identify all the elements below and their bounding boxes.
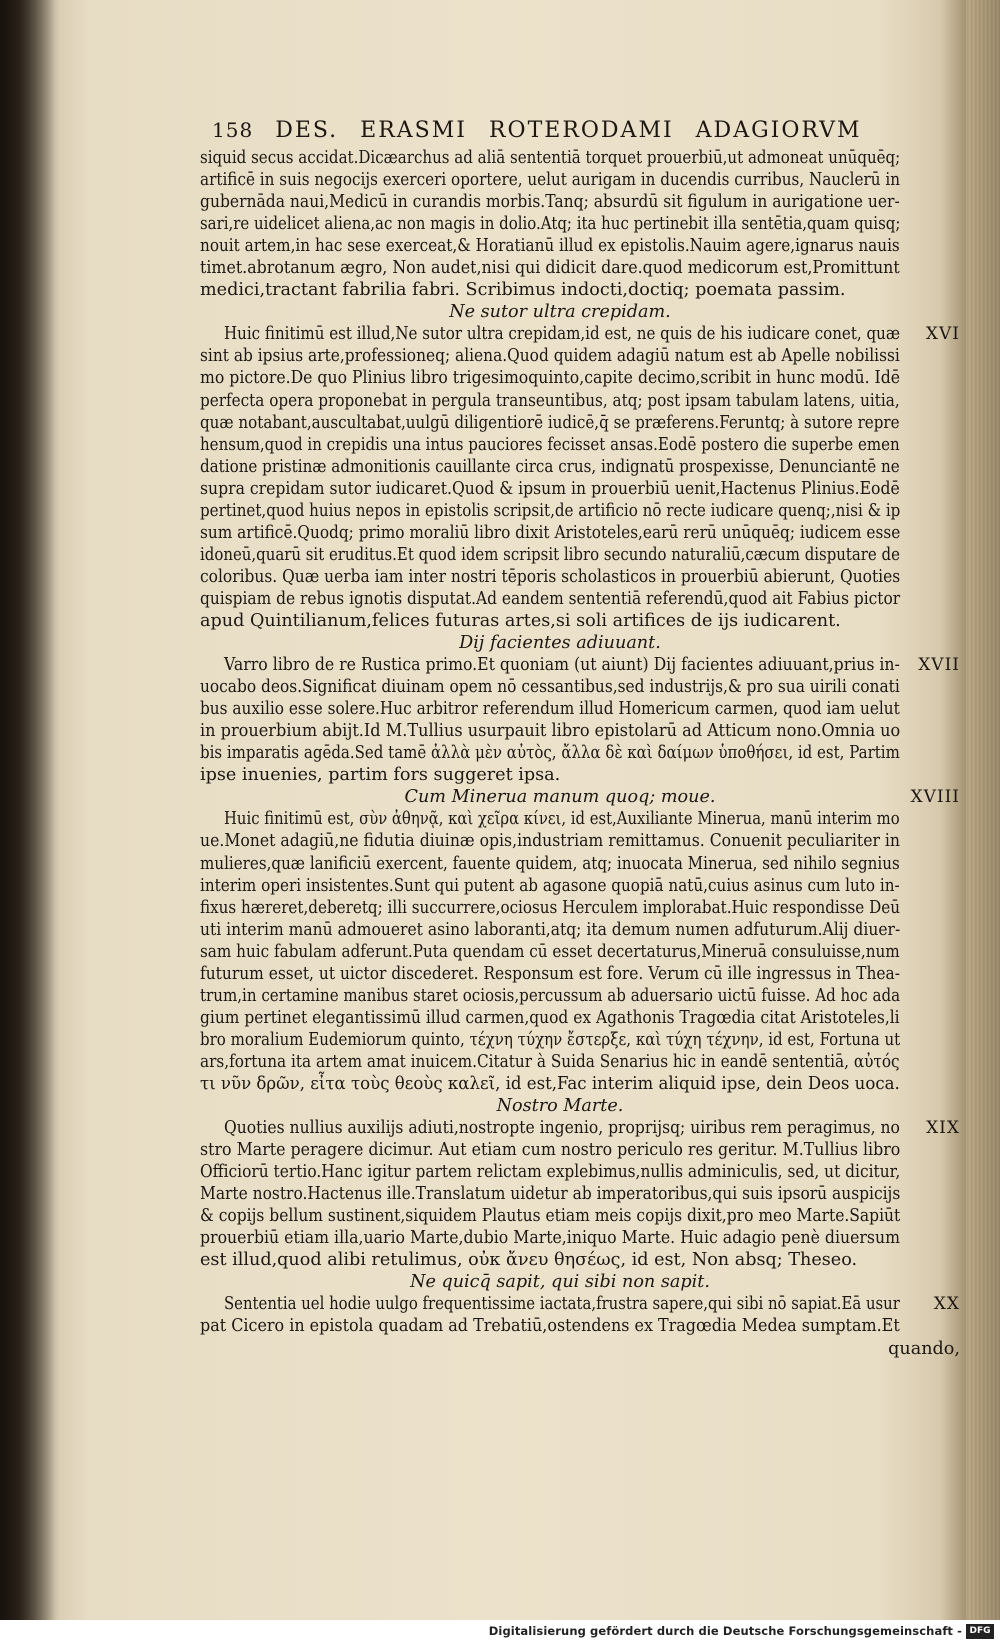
line-text: timet.abrotanum ægro, Non audet,nisi qui didicit dare.quod medicorum est,Promittunt [200, 258, 900, 279]
text-line [200, 963, 960, 985]
text-line [200, 323, 960, 345]
text-line [200, 1293, 960, 1315]
text-line [200, 1007, 960, 1029]
line-text: trum,in certamine manibus staret ociosis,percussum ab aduersario uictū fuisse. Ad hoc ada [200, 985, 901, 1006]
text-line [200, 257, 960, 279]
line-text: ipse inuenies, partim fors suggeret ipsa. [200, 765, 561, 786]
line-text: artificē in suis negocijs exerceri oportere, uelut aurigam in ducendis curribus, Nauclerū in [200, 170, 901, 191]
line-text: τι νῦν δρῶν, εἶτα τοὺς θεοὺς καλεῖ, id est,Fac interim aliquid ipse, dein Deos uoca. [200, 1073, 900, 1094]
line-text: in prouerbium abijt.Id M.Tullius usurpauit libro epistolarū ad Atticum nono.Omnia uo [200, 721, 901, 742]
line-text: gium pertinet elegantissimū illud carmen,quod ex Agathonis Tragœdia citat Aristoteles,li [200, 1007, 900, 1028]
text-line [200, 853, 960, 875]
adage-title: Ne quicq̄ sapit, qui sibi non sapit. [410, 1272, 710, 1293]
adage-number: XIX [926, 1118, 960, 1139]
line-text: uti interim manū admoueret asino laboranti,atq; ita demum numen adfuturum.Alij diuer- [200, 919, 901, 940]
text-line [200, 169, 960, 191]
text-line [200, 235, 960, 257]
line-text: Sententia uel hodie uulgo frequentissime iactata,frustra sapere,qui sibi nō sapiat.Eā usur [224, 1294, 900, 1315]
adage-number: XVIII [910, 787, 960, 808]
text-line [200, 654, 960, 676]
folio-number: 158 [212, 118, 254, 142]
running-head-word: DES. [275, 118, 339, 143]
line-text: apud Quintilianum,felices futuras artes,si soli artifices de ijs iudicarent. [200, 610, 841, 631]
line-text: uocabo deos.Significat diuinam opem nō cessantibus,sed industrijs,& pro sua uirili conati [200, 677, 900, 698]
text-line [200, 478, 960, 500]
line-text: fixus hæreret,deberetq; illi succurrere,ociosus Herculem implorabat.Huic respondisse Deū [200, 897, 900, 918]
running-head-word: ROTERODAMI [488, 118, 674, 143]
text-line [200, 345, 960, 367]
adage-title: Cum Minerua manum quoq; moue. [404, 787, 716, 808]
text-line [200, 456, 960, 478]
running-head-word: ERASMI [360, 118, 467, 143]
line-text: mo pictore.De quo Plinius libro trigesimoquinto,capite decimo,scribit in hunc modū. Idē [200, 368, 901, 389]
text-line [200, 830, 960, 852]
text-line [200, 191, 960, 213]
line-text: quando, [888, 1338, 960, 1359]
text-line [200, 1183, 960, 1205]
line-text: supra crepidam sutor iudicaret.Quod & ipsum in prouerbiū uenit,Hactenus Plinius.Eodē [200, 478, 900, 499]
adage-heading [200, 301, 960, 323]
text-line [200, 390, 960, 412]
line-text: coloribus. Quæ uerba iam inter nostri tēporis scholasticos in prouerbiū abierunt, Quoties [200, 566, 901, 587]
line-text: Huic finitimū est, σὺν ἀθηνᾷ, καὶ χεῖρα κίνει, id est,Auxiliante Minerua, manū interim mo [224, 809, 900, 830]
gutter-shadow [0, 0, 60, 1620]
funding-credit: Digitalisierung gefördert durch die Deutsche Forschungsgemeinschaft - [488, 1624, 962, 1638]
line-text: prouerbiū etiam illa,uario Marte,dubio Marte,iniquo Marte. Huic adagio penè diuersum [200, 1228, 900, 1249]
text-line [200, 500, 960, 522]
text-line [200, 610, 960, 632]
text-line [200, 1227, 960, 1249]
line-text: sint ab ipsius arte,professioneq; aliena.Quod quidem adagiū natum est ab Apelle nobilissi [200, 346, 900, 367]
text-line [200, 1205, 960, 1227]
line-text: bus auxilio esse solere.Huc arbitror referendum illud Homericum carmen, quod iam uelut [200, 699, 900, 720]
line-text: Varro libro de re Rustica primo.Et quoniam (ut aiunt) Dij facientes adiuuant,prius in- [224, 655, 900, 676]
line-text: sum artificē.Quodq; primo moraliū libro dixit Aristoteles,earū rerū unūquēq; iudicem esse [200, 522, 901, 543]
text-line [200, 1338, 960, 1360]
line-text: sari,re uidelicet aliena,ac non magis in dolio.Atq; ita huc pertinebit illa sentētia,quam quisq; [200, 214, 901, 235]
line-text: Huic finitimū est illud,Ne sutor ultra crepidam,id est, ne quis de his iudicare conet, quæ [224, 324, 901, 345]
text-line [200, 1051, 960, 1073]
text-line [200, 544, 960, 566]
line-text: medici,tractant fabrilia fabri. Scribimus indocti,doctiq; poemata passim. [200, 280, 846, 301]
text-line [200, 919, 960, 941]
adage-heading [200, 632, 960, 654]
text-line [200, 434, 960, 456]
dfg-logo: DFG [966, 1624, 994, 1639]
adage-title: Nostro Marte. [496, 1096, 624, 1117]
text-line [200, 1161, 960, 1183]
line-text: quispiam de rebus ignotis disputat.Ad eandem sententiā referendū,quod ait Fabius pictor [200, 588, 901, 609]
line-text: datione pristinæ admonitionis cauillante circa crus, indignatū prospexisse, Denunciantē ne [200, 456, 900, 477]
line-text: est illud,quod alibi retulimus, οὐκ ἄνευ θησέως, id est, Non absq; Theseo. [200, 1250, 858, 1271]
line-text: pat Cicero in epistola quadam ad Trebatiū,ostendens ex Tragœdia Medea sumptam.Et [200, 1316, 900, 1337]
adage-number: XVII [918, 655, 960, 676]
line-text: futurum esset, ut uictor discederet. Responsum est fore. Verum cū ille ingressus in Thea- [200, 963, 900, 984]
line-text: Officiorū tertio.Hanc igitur partem relictam explebimus,nullis adminiculis, sed, ut dicitur, [200, 1162, 901, 1183]
printed-page [200, 118, 960, 1408]
text-line [200, 941, 960, 963]
text-line [200, 213, 960, 235]
line-text: perfecta opera proponebat in pergula transeuntibus, atq; post ipsam tabulam latens, uitia, [200, 390, 900, 411]
running-head-word: ADAGIORVM [695, 118, 862, 143]
text-line [200, 985, 960, 1007]
text-line [200, 1117, 960, 1139]
line-text: gubernāda naui,Medicū in curandis morbis.Tanq; absurdū sit figulum in aurigatione uer- [200, 192, 900, 213]
text-line [200, 1073, 960, 1095]
running-head [212, 118, 960, 143]
line-text: Marte nostro.Hactenus ille.Translatum uidetur ab imperatoribus,qui suis ipsorū auspicijs [200, 1184, 901, 1205]
text-line [200, 279, 960, 301]
line-text: sam huic fabulam adferunt.Puta quendam cū esset decertaturus,Mineruā consuluisse,num [200, 941, 900, 962]
text-line [200, 588, 960, 610]
line-text: idoneū,quarū sit eruditus.Et quod idem scripsit libro secundo naturaliū,cæcum disputare de [200, 544, 900, 565]
text-line [200, 742, 960, 764]
text-line [200, 897, 960, 919]
line-text: mulieres,quæ lanificiū exercent, fauente quidem, atq; inuocata Minerua, sed nihilo segnius [200, 853, 900, 874]
body-text [200, 147, 960, 1360]
line-text: siquid secus accidat.Dicæarchus ad aliā sententiā torquet prouerbiū,ut admoneat unūquēq; [200, 148, 901, 168]
text-line [200, 1315, 960, 1337]
adage-number: XVI [925, 324, 960, 345]
line-text: interim operi insistentes.Sunt qui putent ab agasone quopiā natū,cuius asinus cum luto in- [200, 875, 900, 896]
text-line [200, 808, 960, 830]
text-line [200, 147, 960, 169]
line-text: stro Marte peragere dicimur. Aut etiam cum nostro periculo res geritur. M.Tullius libro [200, 1140, 901, 1161]
text-line [200, 522, 960, 544]
text-line [200, 698, 960, 720]
line-text: quæ notabant,auscultabat,uulgū diligentiorē iudicē,q̄ se præferens.Feruntq; à sutore repre [200, 412, 900, 433]
text-line [200, 875, 960, 897]
adage-number: XX [933, 1294, 960, 1315]
adage-heading [200, 1271, 960, 1293]
line-text: bis imparatis agēda.Sed tamē ἀλλὰ μὲν αὐτὸς, ἄλλα δὲ καὶ δαίμων ὑποθήσει, id est, Partim [200, 743, 900, 764]
text-line [200, 764, 960, 786]
text-line [200, 412, 960, 434]
text-line [200, 367, 960, 389]
line-text: pertinet,quod huius nepos in epistolis scripsit,de artificio nō recte iudicare quenq;,nisi & ip [200, 500, 901, 521]
digitization-footer [0, 1620, 1000, 1644]
line-text: ars,fortuna ita artem amat inuicem.Citatur à Suida Senarius hic in eandē sententiā, αὐτός [200, 1051, 900, 1072]
adage-title: Dij facientes adiuuant. [459, 633, 661, 654]
line-text: hensum,quod in crepidis una intus pauciores fecisset ansas.Eodē postero die superbe emen [200, 434, 900, 455]
adage-heading [200, 786, 960, 808]
adage-heading [200, 1095, 960, 1117]
line-text: & copijs bellum sustinent,siquidem Plautus etiam meis copijs dixit,pro meo Marte.Sapiūt [200, 1206, 901, 1227]
text-line [200, 566, 960, 588]
line-text: bro moralium Eudemiorum quinto, τέχνη τύχην ἔστερξε, καὶ τύχη τέχνην, id est, Fortuna ut [200, 1029, 901, 1050]
text-line [200, 1029, 960, 1051]
line-text: ue.Monet adagiū,ne fidutia diuinæ opis,industriam remittamus. Conuenit peculiariter in [200, 831, 901, 852]
adage-title: Ne sutor ultra crepidam. [449, 302, 671, 323]
line-text: Quoties nullius auxilijs adiuti,nostropte ingenio, proprijsq; uiribus rem peragimus, no [224, 1118, 900, 1139]
text-line [200, 1249, 960, 1271]
line-text: nouit artem,in hac sese exerceat,& Horatianū illud ex epistolis.Nauim agere,ignarus nauis [200, 236, 900, 257]
text-line [200, 720, 960, 742]
text-line [200, 676, 960, 698]
text-line [200, 1139, 960, 1161]
